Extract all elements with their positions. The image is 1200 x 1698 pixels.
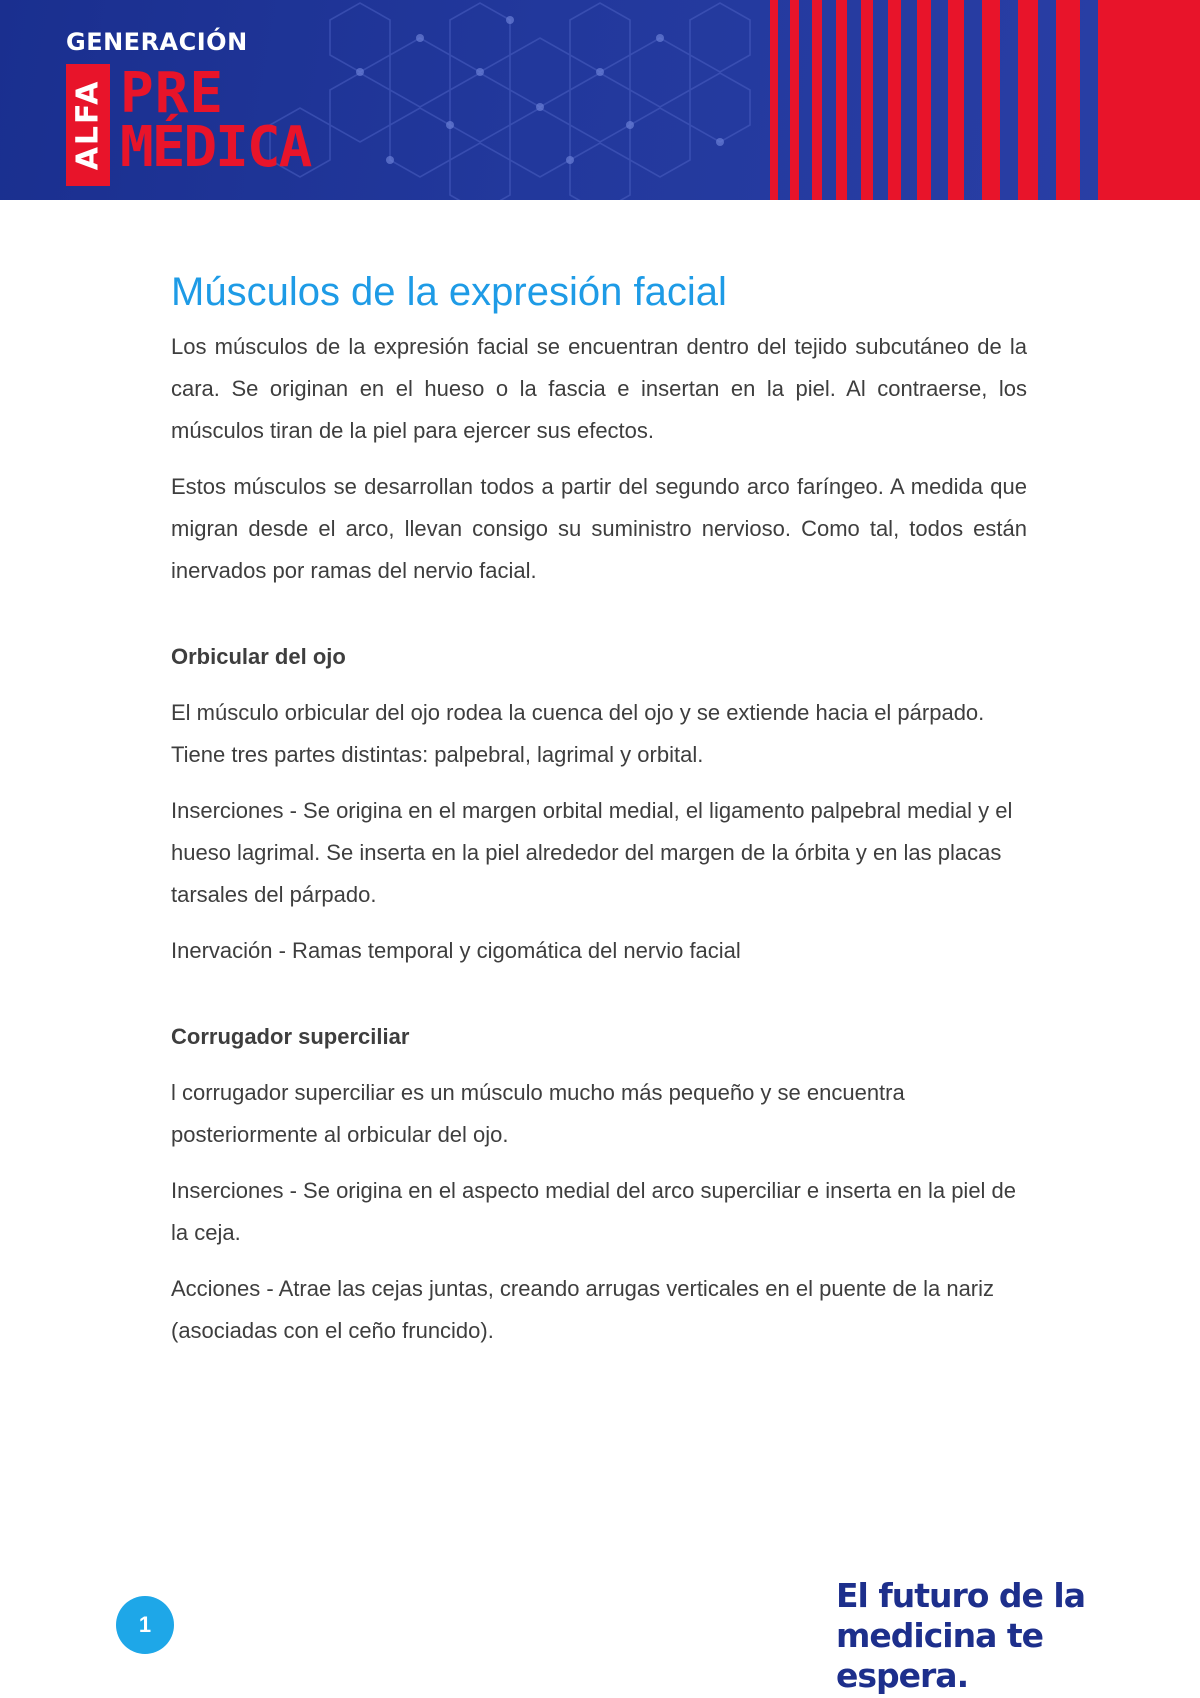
logo-pre-text: PRE	[120, 61, 225, 126]
logo-alfa-text: ALFA	[70, 79, 106, 171]
footer-tagline	[836, 1576, 1176, 1696]
tagline-line: El futuro de la	[836, 1576, 1085, 1615]
section-paragraph: Inserciones - Se origina en el aspecto medial del arco superciliar e inserta en la piel de la ceja.	[171, 1178, 1017, 1245]
tagline-line: medicina te espera.	[836, 1616, 1043, 1695]
page-title: Músculos de la expresión facial	[171, 270, 727, 314]
section-paragraph: Acciones - Atrae las cejas juntas, creando arrugas verticales en el puente de la nariz (asociadas con el ceño fruncido).	[171, 1276, 995, 1343]
section-paragraph: El músculo orbicular del ojo rodea la cuenca del ojo y se extiende hacia el párpado. Tiene tres partes distintas: palpebral, lagrimal y orbital.	[171, 700, 985, 767]
logo-alfa-box	[66, 64, 110, 186]
page-number: 1	[138, 1612, 152, 1637]
logo-generacion-text: GENERACIÓN	[66, 28, 248, 56]
intro-paragraph: Los músculos de la expresión facial se encuentran dentro del tejido subcutáneo de la cara. Se originan en el hueso o la fascia e insertan en la piel. Al contraerse, los músculos tiran de la piel para ejercer sus efectos.	[171, 334, 1027, 443]
red-stripes-decoration	[760, 0, 1200, 200]
page-number-badge	[116, 1596, 174, 1654]
brand-logo	[66, 28, 311, 180]
section-paragraph: Inervación - Ramas temporal y cigomática del nervio facial	[171, 938, 741, 963]
document-body	[171, 268, 1027, 1366]
section-heading-orbicular: Orbicular del ojo	[171, 644, 346, 669]
header-banner	[0, 0, 1200, 200]
section-paragraph: l corrugador superciliar es un músculo mucho más pequeño y se encuentra posteriormente al orbicular del ojo.	[171, 1080, 905, 1147]
logo-medica-text: MÉDICA	[120, 115, 311, 180]
intro-paragraph: Estos músculos se desarrollan todos a partir del segundo arco faríngeo. A medida que migran desde el arco, llevan consigo su suministro nervioso. Como tal, todos están inervados por ramas del nervio facial.	[171, 474, 1027, 583]
section-paragraph: Inserciones - Se origina en el margen orbital medial, el ligamento palpebral medial y el hueso lagrimal. Se inserta en la piel alrededor del margen de la órbita y en las placas tarsales del párpado.	[171, 798, 1013, 907]
section-heading-corrugador: Corrugador superciliar	[171, 1024, 410, 1049]
